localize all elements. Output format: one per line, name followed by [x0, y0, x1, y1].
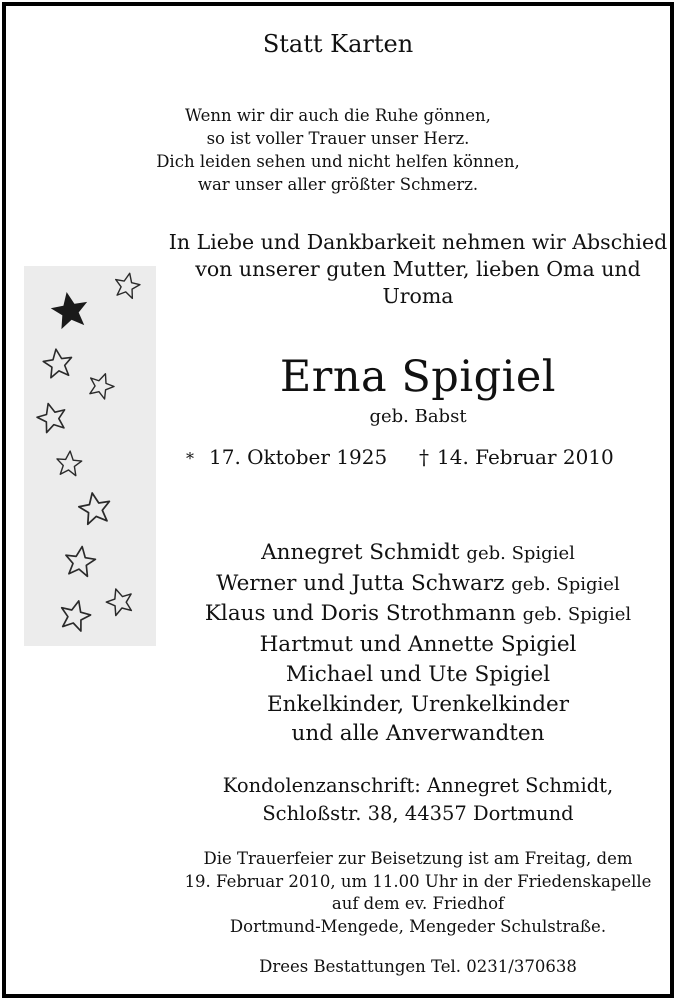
- farewell-intro: [0, 229, 676, 310]
- poem-line: Dich leiden sehen und nicht helfen können,: [156, 152, 520, 171]
- heading: Statt Karten: [262, 30, 414, 58]
- poem-line: so ist voller Trauer unser Herz.: [206, 129, 470, 148]
- deceased-name: Erna Spigiel: [279, 352, 557, 402]
- birth-symbol: *: [186, 449, 194, 468]
- poem-line: Wenn wir dir auch die Ruhe gönnen,: [185, 106, 491, 125]
- maiden-name: geb. Babst: [369, 406, 467, 427]
- condolence-line: Kondolenzanschrift: Annegret Schmidt,: [222, 774, 614, 797]
- poem-line: war unser aller größter Schmerz.: [197, 175, 479, 194]
- birth-date: 17. Oktober 1925: [209, 445, 388, 469]
- mourners-list: [0, 538, 676, 749]
- service-line: Die Trauerfeier zur Beisetzung ist am Freitag, dem: [203, 849, 633, 868]
- condolence-line: Schloßstr. 38, 44357 Dortmund: [262, 802, 574, 825]
- intro-line: von unserer guten Mutter, lieben Oma und: [195, 257, 641, 281]
- mourner-line: Michael und Ute Spigiel: [285, 661, 551, 687]
- death-symbol: †: [419, 445, 429, 469]
- service-line: auf dem ev. Friedhof: [331, 894, 505, 913]
- funeral-service-info: [0, 848, 676, 938]
- mourner-line: Enkelkinder, Urenkelkinder: [266, 691, 570, 717]
- mourner-line: Klaus und Doris Strothmann geb. Spigiel: [204, 601, 632, 627]
- intro-line: Uroma: [382, 284, 454, 308]
- mourner-line: Werner und Jutta Schwarz geb. Spigiel: [216, 570, 620, 596]
- mourner-line: Hartmut und Annette Spigiel: [259, 632, 577, 658]
- service-line: Dortmund-Mengede, Mengeder Schulstraße.: [229, 916, 607, 936]
- service-line: 19. Februar 2010, um 11.00 Uhr in der Friedenskapelle: [184, 871, 652, 891]
- condolence-address: [0, 772, 676, 828]
- death-date: 14. Februar 2010: [437, 445, 614, 469]
- poem: [0, 104, 676, 196]
- mourner-line: und alle Anverwandten: [291, 721, 545, 747]
- undertaker-contact: Drees Bestattungen Tel. 0231/370638: [259, 957, 577, 976]
- mourner-line: Annegret Schmidt geb. Spigiel: [261, 540, 575, 565]
- intro-line: In Liebe und Dankbarkeit nehmen wir Abschied: [168, 230, 668, 254]
